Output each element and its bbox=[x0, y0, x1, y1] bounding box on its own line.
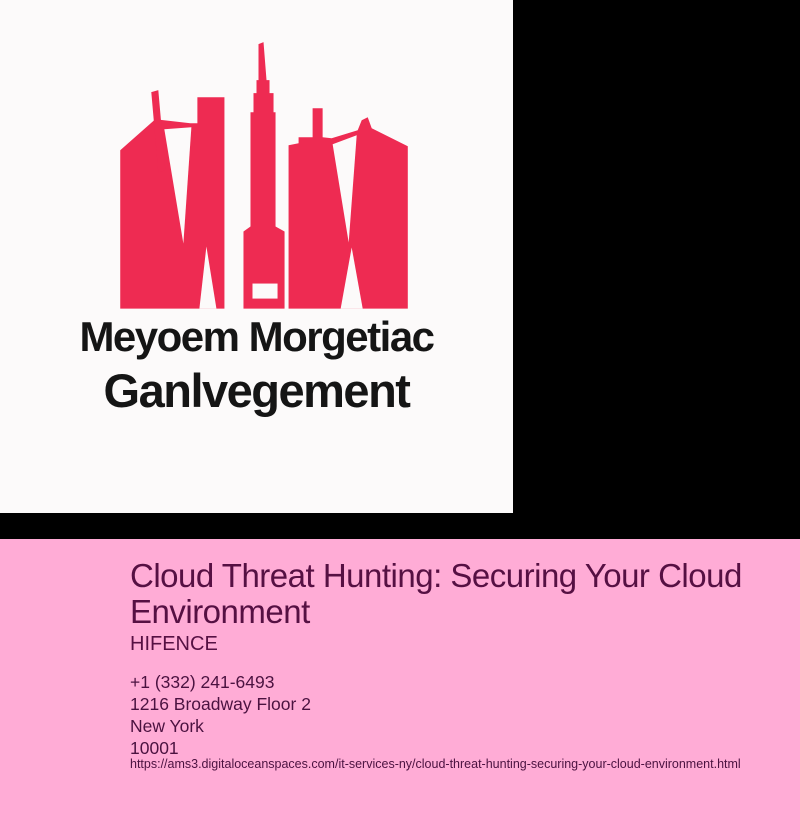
nyc-skyline-mm-logo-icon bbox=[0, 0, 513, 513]
logo-wordmark bbox=[0, 313, 513, 417]
postal-code: 10001 bbox=[130, 738, 179, 758]
logo-wordmark-line2: Ganlvegement bbox=[103, 364, 410, 417]
phone-number: +1 (332) 241-6493 bbox=[130, 672, 275, 692]
logo-card bbox=[0, 0, 513, 513]
logo-wordmark-line1: Meyoem Morgetiac bbox=[79, 313, 434, 360]
page-url-link[interactable]: https://ams3.digitaloceanspaces.com/it-services-ny/cloud-threat-hunting-securing-your-cloud-environment.html bbox=[130, 757, 741, 771]
info-panel bbox=[0, 539, 800, 840]
city: New York bbox=[130, 716, 204, 736]
article-title: Cloud Threat Hunting: Securing Your Cloud Environment bbox=[130, 557, 742, 630]
company-name: HIFENCE bbox=[130, 633, 218, 655]
street-address: 1216 Broadway Floor 2 bbox=[130, 694, 311, 714]
contact-block bbox=[130, 671, 311, 759]
